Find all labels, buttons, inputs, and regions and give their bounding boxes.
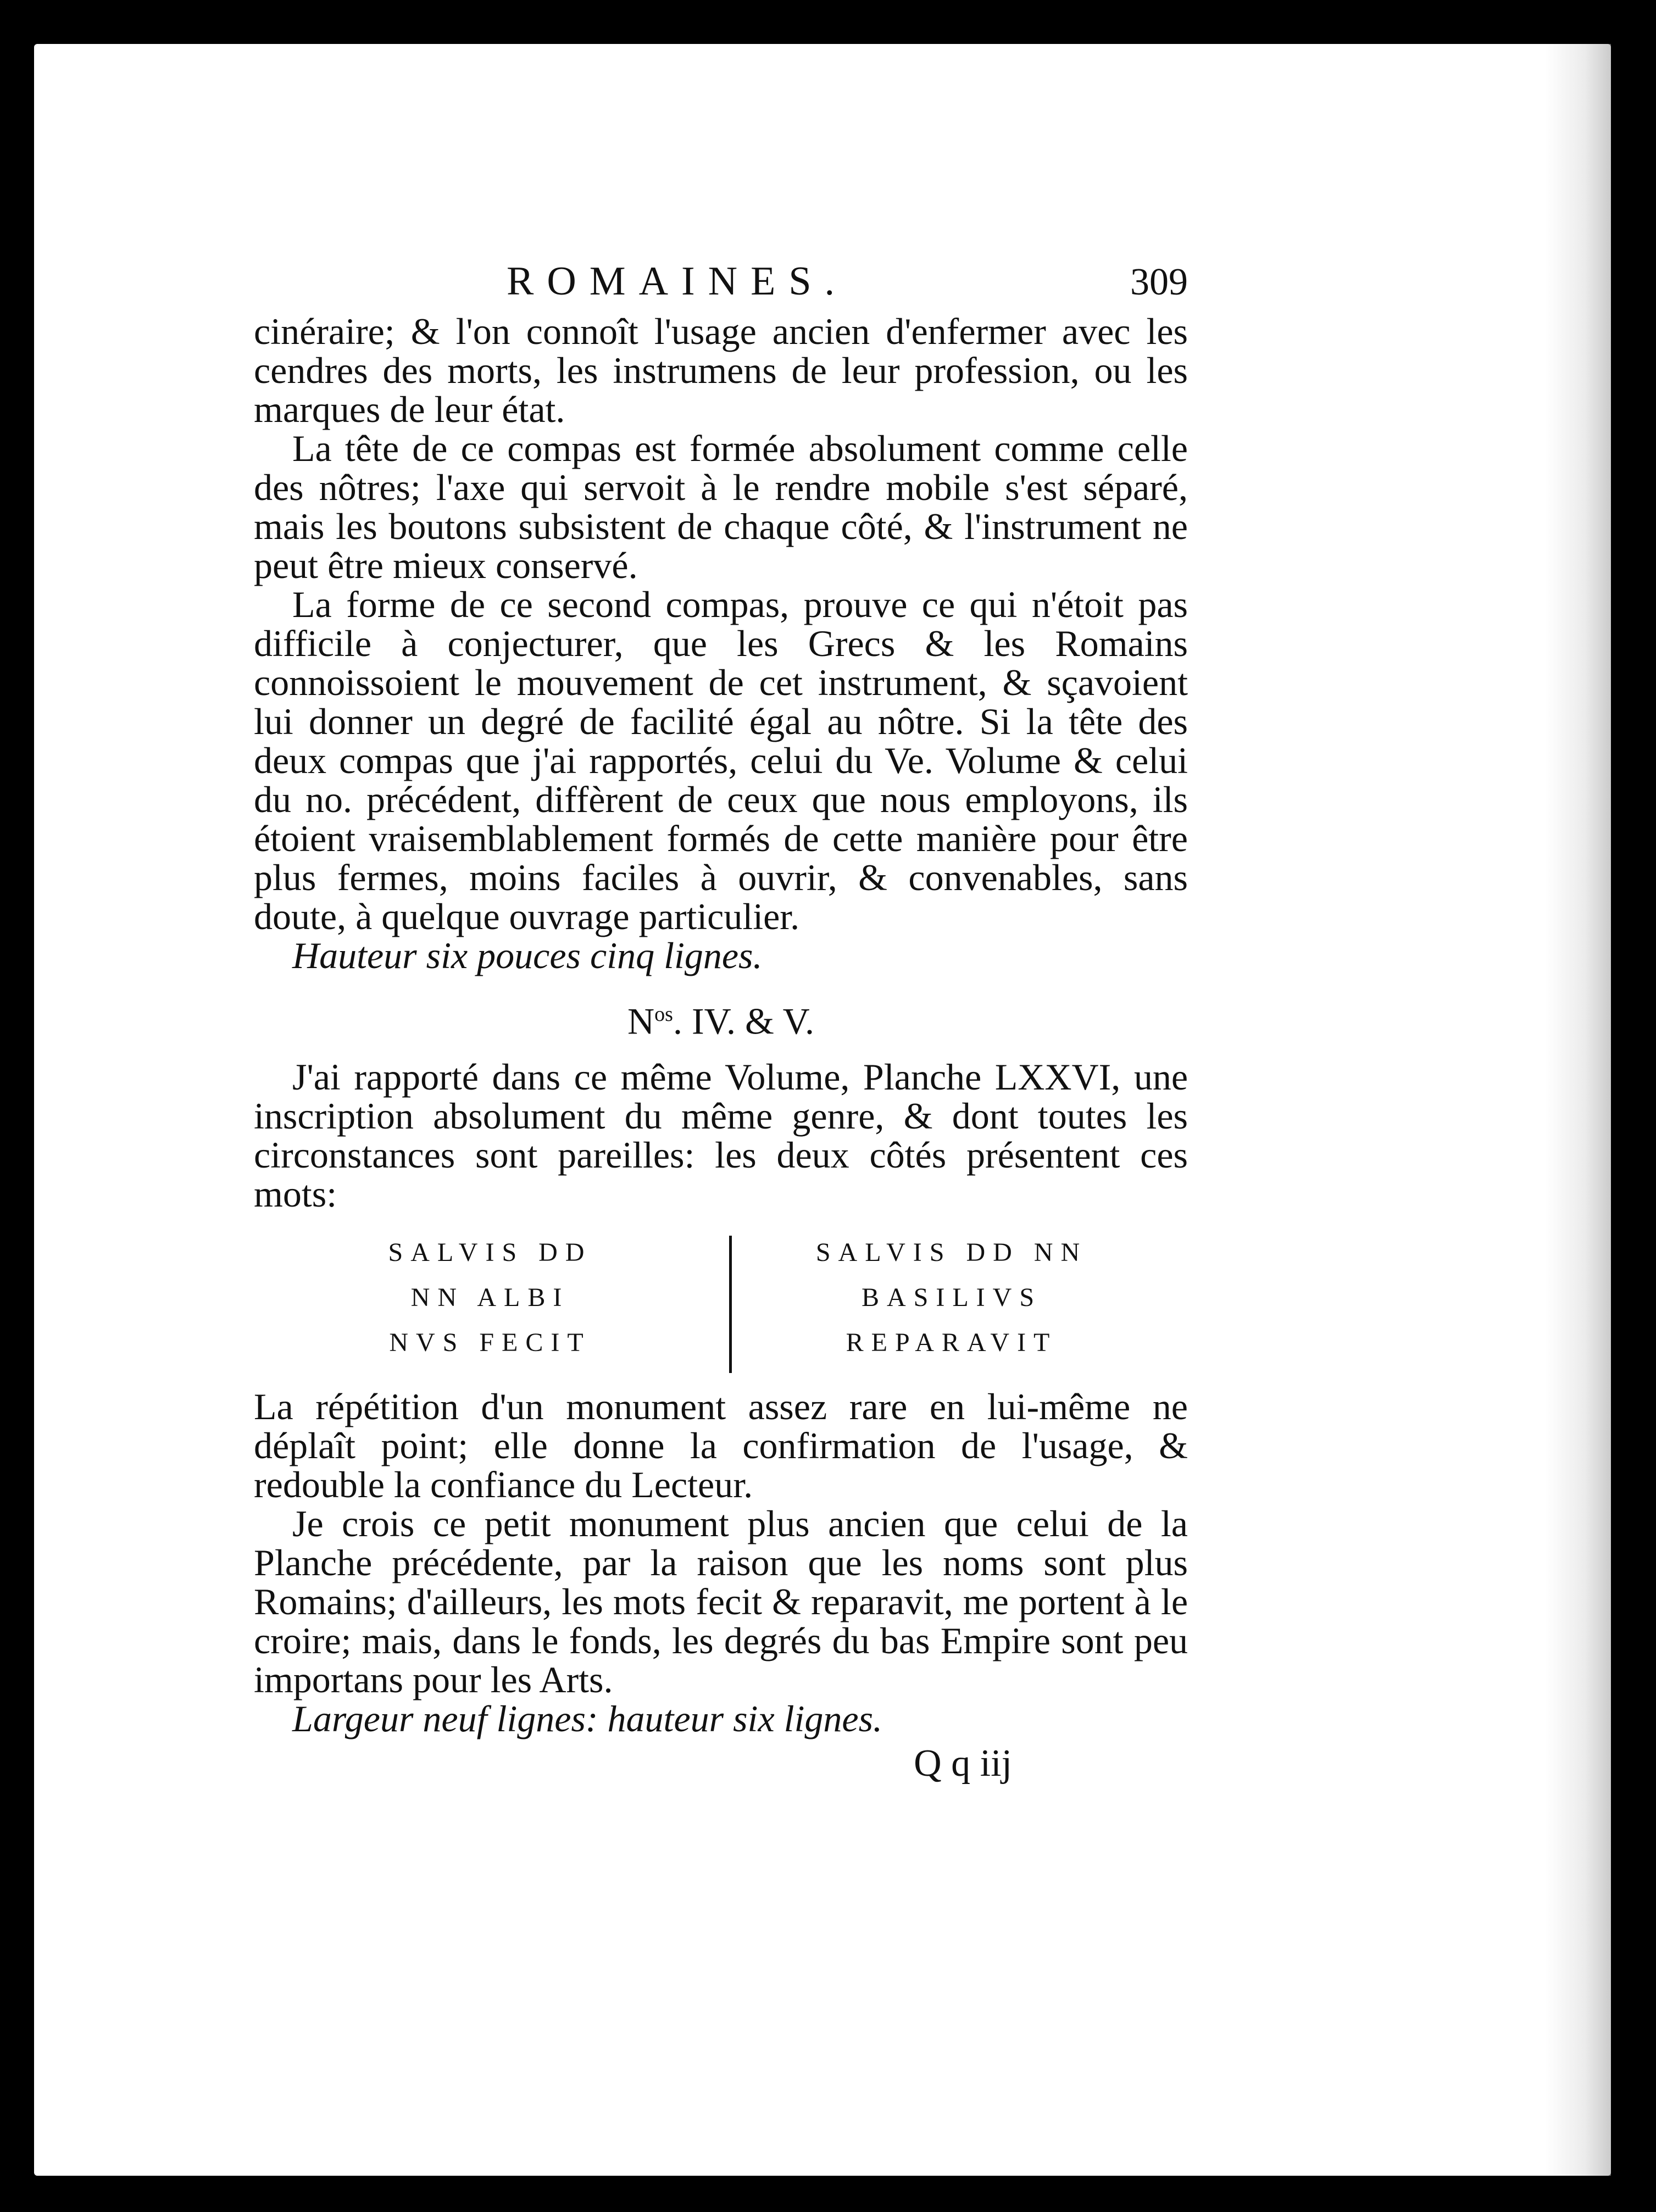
section-heading-prefix: N	[627, 1000, 655, 1042]
inscription-right-line: REPARAVIT	[846, 1327, 1058, 1357]
inscription-left-line: NVS FECIT	[389, 1327, 591, 1357]
paragraph-second-compass: La forme de ce second compas, prouve ce qui n'étoit pas difficile à conjecturer, que les Grecs & les Romains connoissoient le mouvement de cet instrument, & sçavoient lui donner un degré de facilité égal au nôtre. Si la tête des deux compas que j'ai rapportés, celui du Ve. Volume & celui du no. précédent, diffèrent de ceux que nous employons, ils étoient vraisemblablement formés de cette manière pour être plus fermes, moins faciles à ouvrir, & convenables, sans doute, à quelque ouvrage particulier.	[254, 583, 1188, 937]
section-heading-rest: . IV. & V.	[673, 1000, 814, 1042]
inscription-right-column	[776, 1230, 1127, 1365]
inscription-right-line: BASILIVS	[861, 1282, 1042, 1312]
section-heading-sup: os	[654, 1003, 673, 1026]
section-heading	[254, 995, 1188, 1041]
measurement-height: Hauteur six pouces cinq lignes.	[292, 935, 763, 976]
inscription-left-line: SALVIS DD	[388, 1237, 592, 1267]
paragraph-compass-head: La tête de ce compas est formée absolument comme celle des nôtres; l'axe qui servoit à le rendre mobile s'est séparé, mais les boutons subsistent de chaque côté, & l'instrument ne peut être mieux conservé.	[254, 427, 1188, 586]
page-number: 309	[1130, 261, 1188, 303]
paragraph-continuation: cinéraire; & l'on connoît l'usage ancien d'enfermer avec les cendres des morts, les instrumens de leur profession, ou les marques de leur état.	[254, 310, 1188, 430]
paragraph-intro: J'ai rapporté dans ce même Volume, Planche LXXVI, une inscription absolument du même genre, & dont toutes les circonstances sont pareilles: les deux côtés présentent ces mots:	[254, 1055, 1188, 1215]
inscription-left-line: NN ALBI	[410, 1282, 570, 1312]
book-page	[34, 44, 1611, 2176]
inscription-right-line: SALVIS DD NN	[815, 1237, 1088, 1267]
paragraph-older-monument: Je crois ce petit monument plus ancien que celui de la Planche précédente, par la raison que les noms sont plus Romains; d'ailleurs, les mots fecit & reparavit, me portent à le croire; mais, dans le fonds, les degrés du bas Empire sont peu importans pour les Arts.	[254, 1502, 1188, 1700]
measurement-size: Largeur neuf lignes: hauteur six lignes.	[292, 1697, 883, 1739]
page-header	[254, 258, 1188, 308]
running-title: ROMAINES.	[507, 259, 848, 304]
inscription	[254, 1230, 1188, 1380]
paragraph-repetition: La répétition d'un monument assez rare en lui-même ne déplaît point; elle donne la confirmation de l'usage, & redouble la confiance du Lecteur.	[254, 1385, 1188, 1505]
inscription-divider	[729, 1236, 732, 1373]
inscription-left-column	[314, 1230, 666, 1365]
page-edge-shadow	[1545, 44, 1611, 2176]
body-text	[254, 312, 1188, 1783]
signature-mark: Q q iij	[914, 1742, 1012, 1785]
